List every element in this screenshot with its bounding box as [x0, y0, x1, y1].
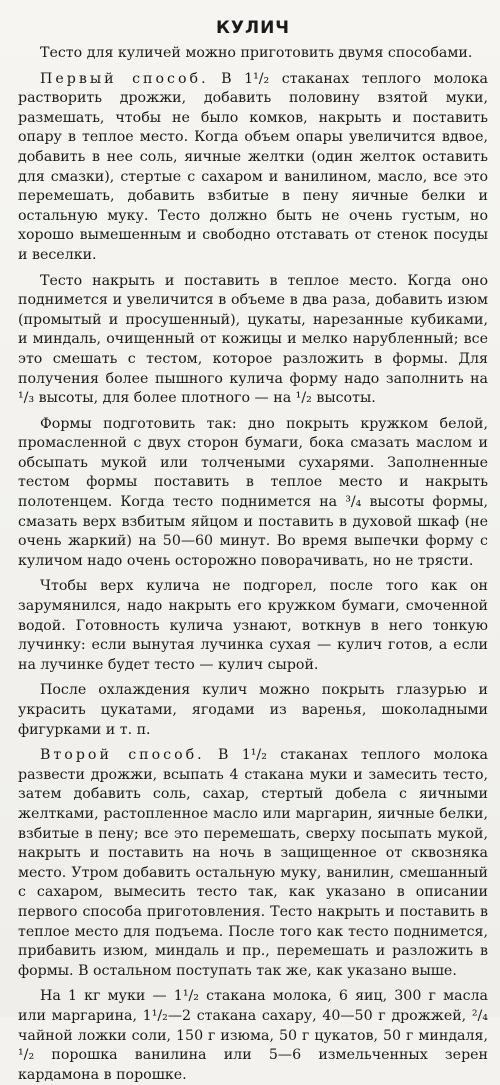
paragraph-text: Тесто для куличей можно приготовить двумя способами. [40, 45, 473, 61]
recipe-title: КУЛИЧ [215, 18, 291, 38]
paragraph-text: На 1 кг муки — 1¹/₂ стакана молока, 6 яиц, 300 г масла или маргарина, 1¹/₂—2 стакана сахару, 40—50 г дрожжей, ²/₄ чайной ложки соли, 150 г изюма, 50 г цукатов, 50 г миндаля, ¹/₂ порошка ванилина или 5—6 измельченных зерен кардамона в порошке. [18, 988, 488, 1083]
paragraph-text: В 1¹/₂ стаканах теплого молока развести дрожжи, всыпать 4 стакана муки и замесить тесто, затем добавить соль, сахар, стертый добела с яичными желтками, растопленное масло или маргарин, яичные белки, взбитые в пену; все это перемешать, сверху посыпать мукой, накрыть и поставить на ночь в защищенное от сквозняка место. Утром добавить остальную муку, ванилин, смешанный с сахаром, вымесить тесто так, как указано в описании первого способа приготовления. Тесто накрыть и поставить в теплое место для подъема. После того как тесто поднимется, прибавить изюм, миндаль и пр., перемешать и разложить в формы. В остальном поступать так же, как указано выше. [18, 747, 488, 979]
paragraph-text: В 1¹/₂ стаканах теплого молока растворить дрожжи, добавить половину взятой муки, размешать, чтобы не было комков, накрыть и поставить опару в теплое место. Когда объем опары увеличится вдвое, добавить в нее соль, яичные желтки (один желток оставить для смазки), стертые с сахаром и ванилином, масло, все это перемешать, добавить взбитые в пену яичные белки и остальную муку. Тесто должно быть не очень густым, но хорошо вымешенным и свободно отставать от стенок посуды и веселки. [18, 70, 488, 263]
paragraph-method-1 [18, 70, 488, 266]
paragraph-intro [18, 44, 488, 64]
paragraph-ingredients [18, 987, 488, 1085]
method-heading: Второй способ. [40, 747, 205, 764]
paragraph-rising [18, 272, 488, 409]
paragraph-glaze [18, 681, 488, 740]
paragraph-method-2 [18, 746, 488, 981]
method-heading: Первый способ. [40, 70, 209, 87]
paragraph-text: После охлаждения кулич можно покрыть глазурью и украсить цукатами, ягодами из варенья, шоколадными фигурками и т. п. [18, 682, 488, 738]
paragraph-forms [18, 415, 488, 572]
paragraph-text: Чтобы верх кулича не подгорел, после того как он зарумянился, надо накрыть его кружком бумаги, смоченной водой. Готовность кулича узнают, воткнув в него тонкую лучинку: если вынутая лучинка сухая — кулич готов, а если на лучинке будет тесто — кулич сырой. [18, 578, 488, 673]
paragraph-text: Формы подготовить так: дно покрыть кружком белой, промасленной с двух сторон бумаги, бока смазать маслом и обсыпать мукой или толчеными сухарями. Заполненные тестом формы поставить в теплое место и накрыть полотенцем. Когда тесто поднимется на ³/₄ высоты формы, смазать верх взбитым яйцом и поставить в духовой шкаф (не очень жаркий) на 50—60 минут. Во время выпечки форму с куличом надо очень осторожно поворачивать, но не трясти. [18, 415, 488, 569]
paragraph-text: Тесто накрыть и поставить в теплое место. Когда оно поднимется и увеличится в объеме в два раза, добавить изюм (промытый и просушенный), цукаты, нарезанные кубиками, и миндаль, очищенный от кожицы и мелко нарубленный; все это смешать с тестом, которое разложить в формы. Для получения более пышного кулича форму надо заполнить на ¹/₃ высоты, для более плотного — на ¹/₂ высоты. [18, 272, 488, 407]
paragraph-doneness [18, 577, 488, 675]
